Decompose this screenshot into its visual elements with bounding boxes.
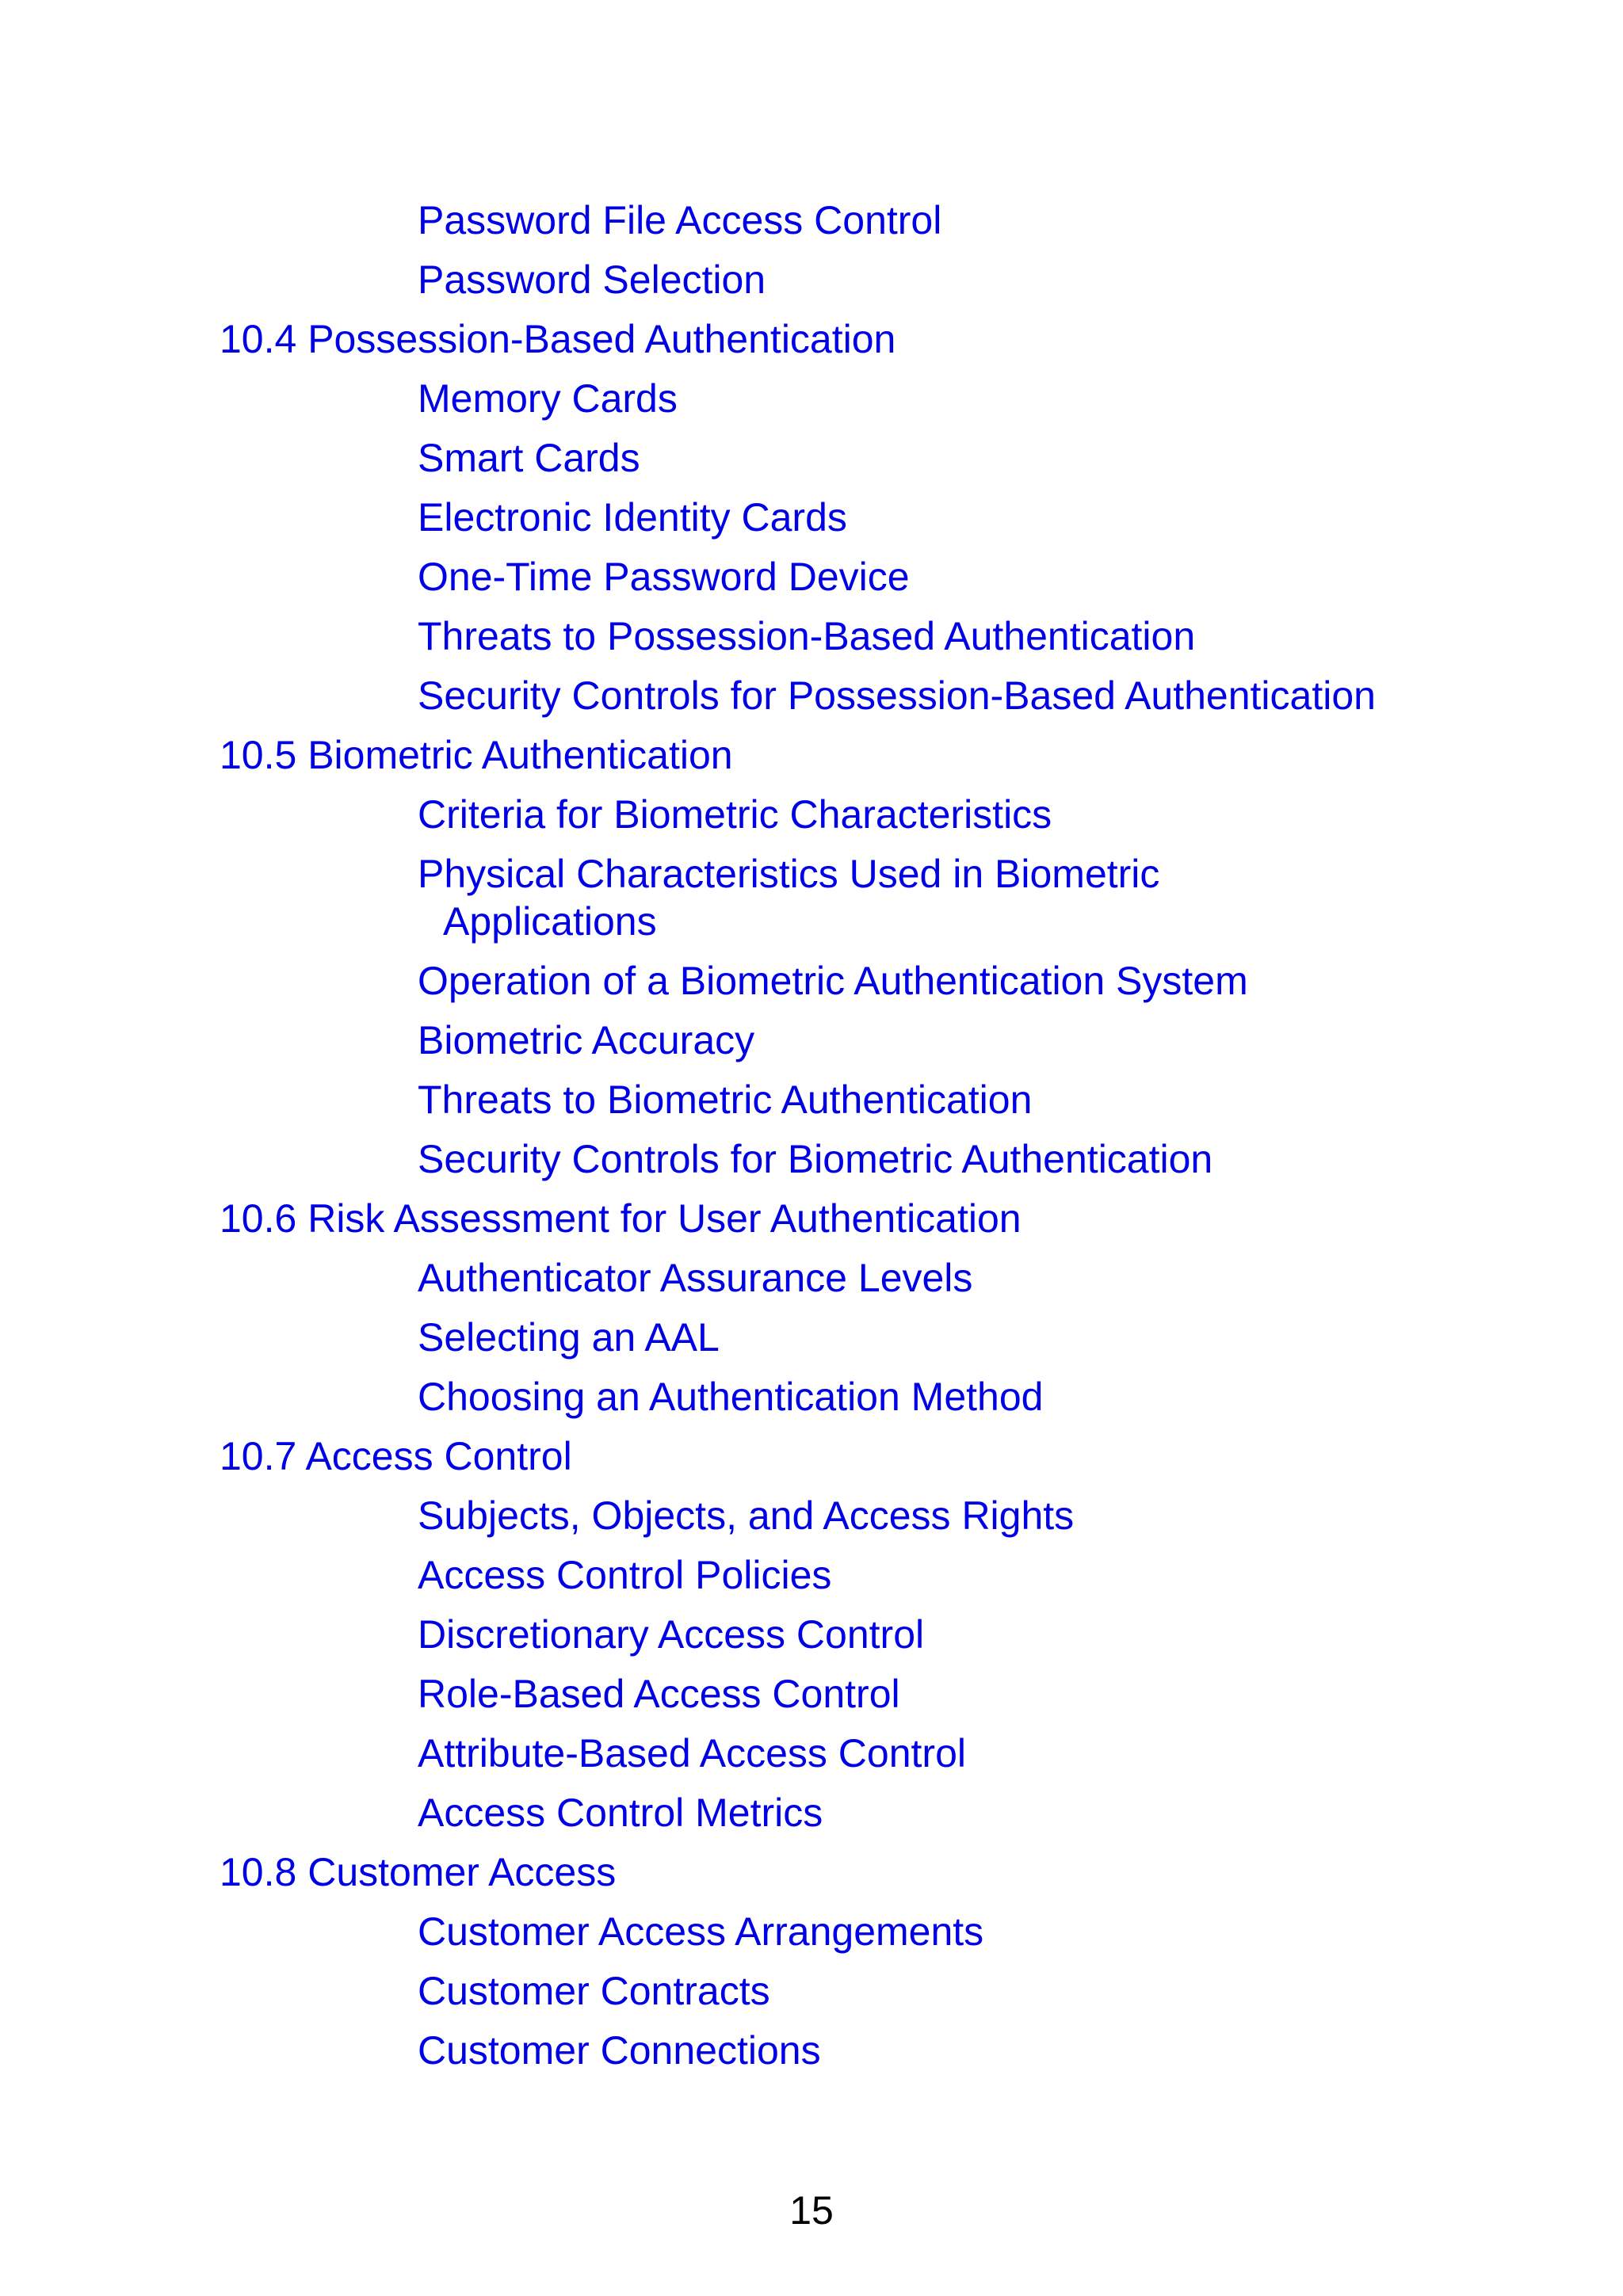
toc-link-password-file-access-control[interactable]: Password File Access Control <box>418 198 942 242</box>
toc-link-biometric-accuracy[interactable]: Biometric Accuracy <box>418 1018 755 1062</box>
toc-link-electronic-identity-cards[interactable]: Electronic Identity Cards <box>418 495 847 540</box>
toc-link-customer-connections[interactable]: Customer Connections <box>418 2028 821 2073</box>
toc-link-section-10-5[interactable]: 10.5 Biometric Authentication <box>220 733 733 777</box>
toc-link-security-controls-biometric[interactable]: Security Controls for Biometric Authentication <box>418 1137 1213 1181</box>
toc-entry-line: Physical Characteristics Used in Biometric <box>418 852 1160 896</box>
toc-link-security-controls-possession-based[interactable]: Security Controls for Possession-Based Authentication <box>418 673 1376 718</box>
toc-link-threats-biometric[interactable]: Threats to Biometric Authentication <box>418 1077 1033 1122</box>
toc-entry-continuation: Applications <box>443 899 657 944</box>
toc-link-selecting-aal[interactable]: Selecting an AAL <box>418 1315 720 1360</box>
toc-link-authenticator-assurance-levels[interactable]: Authenticator Assurance Levels <box>418 1256 973 1300</box>
toc-link-choosing-authentication-method[interactable]: Choosing an Authentication Method <box>418 1375 1044 1419</box>
toc-link-smart-cards[interactable]: Smart Cards <box>418 436 640 480</box>
toc-link-subjects-objects-access-rights[interactable]: Subjects, Objects, and Access Rights <box>418 1493 1075 1538</box>
toc-link-section-10-6[interactable]: 10.6 Risk Assessment for User Authentication <box>220 1196 1022 1241</box>
toc-link-memory-cards[interactable]: Memory Cards <box>418 376 678 421</box>
toc-link-role-based-access-control[interactable]: Role-Based Access Control <box>418 1672 900 1716</box>
toc-link-access-control-policies[interactable]: Access Control Policies <box>418 1553 832 1597</box>
toc-link-threats-possession-based[interactable]: Threats to Possession-Based Authentication <box>418 614 1196 658</box>
toc-link-physical-characteristics-biometric[interactable] <box>418 850 1159 945</box>
toc-link-operation-biometric-system[interactable]: Operation of a Biometric Authentication System <box>418 959 1248 1003</box>
toc-link-section-10-8[interactable]: 10.8 Customer Access <box>220 1850 617 1894</box>
toc-link-password-selection[interactable]: Password Selection <box>418 257 766 302</box>
page-number: 15 <box>789 2188 834 2233</box>
toc-link-discretionary-access-control[interactable]: Discretionary Access Control <box>418 1612 925 1657</box>
toc-link-criteria-biometric-characteristics[interactable]: Criteria for Biometric Characteristics <box>418 792 1052 837</box>
toc-link-attribute-based-access-control[interactable]: Attribute-Based Access Control <box>418 1731 966 1775</box>
toc-link-customer-contracts[interactable]: Customer Contracts <box>418 1969 770 2013</box>
toc-link-access-control-metrics[interactable]: Access Control Metrics <box>418 1791 823 1835</box>
toc-link-customer-access-arrangements[interactable]: Customer Access Arrangements <box>418 1909 984 1954</box>
toc-link-section-10-7[interactable]: 10.7 Access Control <box>220 1434 572 1478</box>
toc-link-one-time-password-device[interactable]: One-Time Password Device <box>418 555 910 599</box>
toc-link-section-10-4[interactable]: 10.4 Possession-Based Authentication <box>220 317 896 361</box>
